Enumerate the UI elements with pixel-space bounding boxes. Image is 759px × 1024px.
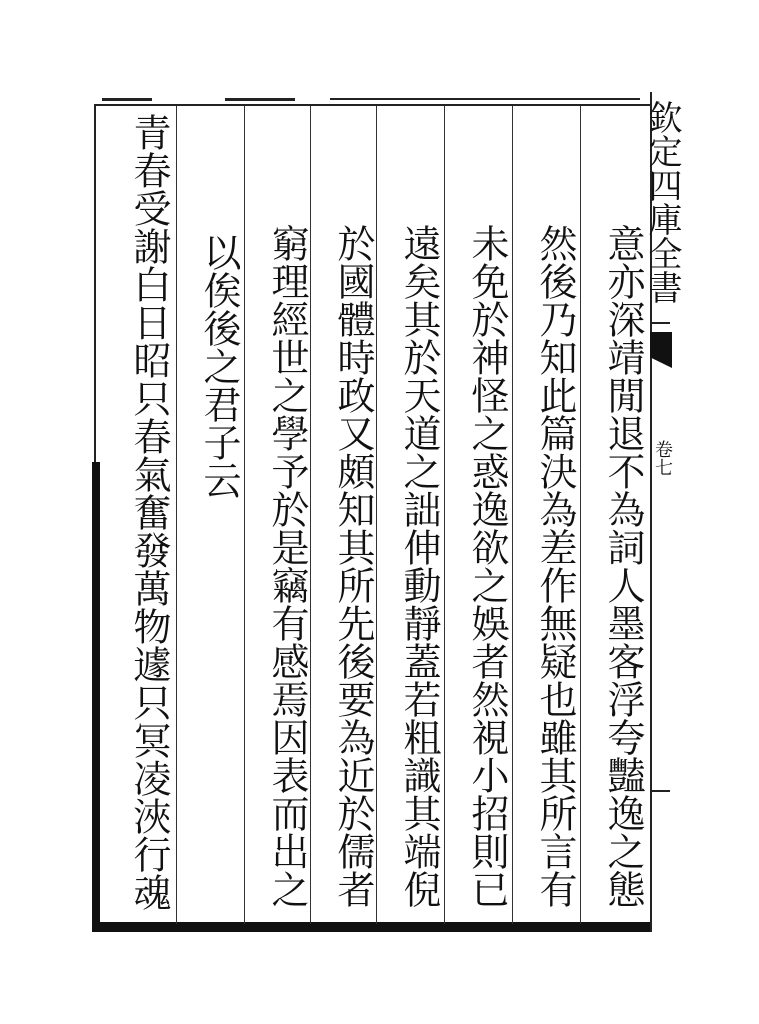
text-column-1: 意亦深靖閒退不為詞人墨客浮夸豔逸之態	[601, 224, 645, 908]
text-column-8: 青春受謝白日昭只春氣奮發萬物遽只冥凌浹行魂	[127, 113, 171, 911]
column-divider	[244, 106, 245, 924]
banxin-tick	[650, 322, 670, 324]
text-column-3: 未免於神怪之惑逸欲之娛者然視小招則已	[465, 224, 509, 908]
column-divider	[580, 106, 581, 924]
text-column-4: 遠矣其於天道之詘伸動靜蓋若粗識其端倪	[397, 224, 441, 908]
text-column-6: 窮理經世之學予於是竊有感焉因表而出之	[265, 224, 309, 908]
column-divider	[310, 106, 311, 924]
frame-shadow	[92, 462, 100, 932]
column-divider	[512, 106, 513, 924]
column-divider	[444, 106, 445, 924]
top-rule	[330, 98, 640, 100]
column-divider	[176, 106, 177, 924]
top-rule	[225, 98, 295, 101]
banxin-juan: 卷七	[652, 440, 673, 476]
text-column-2: 然後乃知此篇決為差作無疑也雖其所言有	[533, 224, 577, 908]
top-rule	[102, 98, 152, 101]
text-column-5: 於國體時政又頗知其所先後要為近於儒者	[331, 224, 375, 908]
banxin-tick	[650, 790, 670, 792]
column-divider	[376, 106, 377, 924]
banxin-title: 欽定四庫全書	[642, 100, 682, 304]
text-column-7: 以俟後之君子云	[197, 233, 241, 499]
